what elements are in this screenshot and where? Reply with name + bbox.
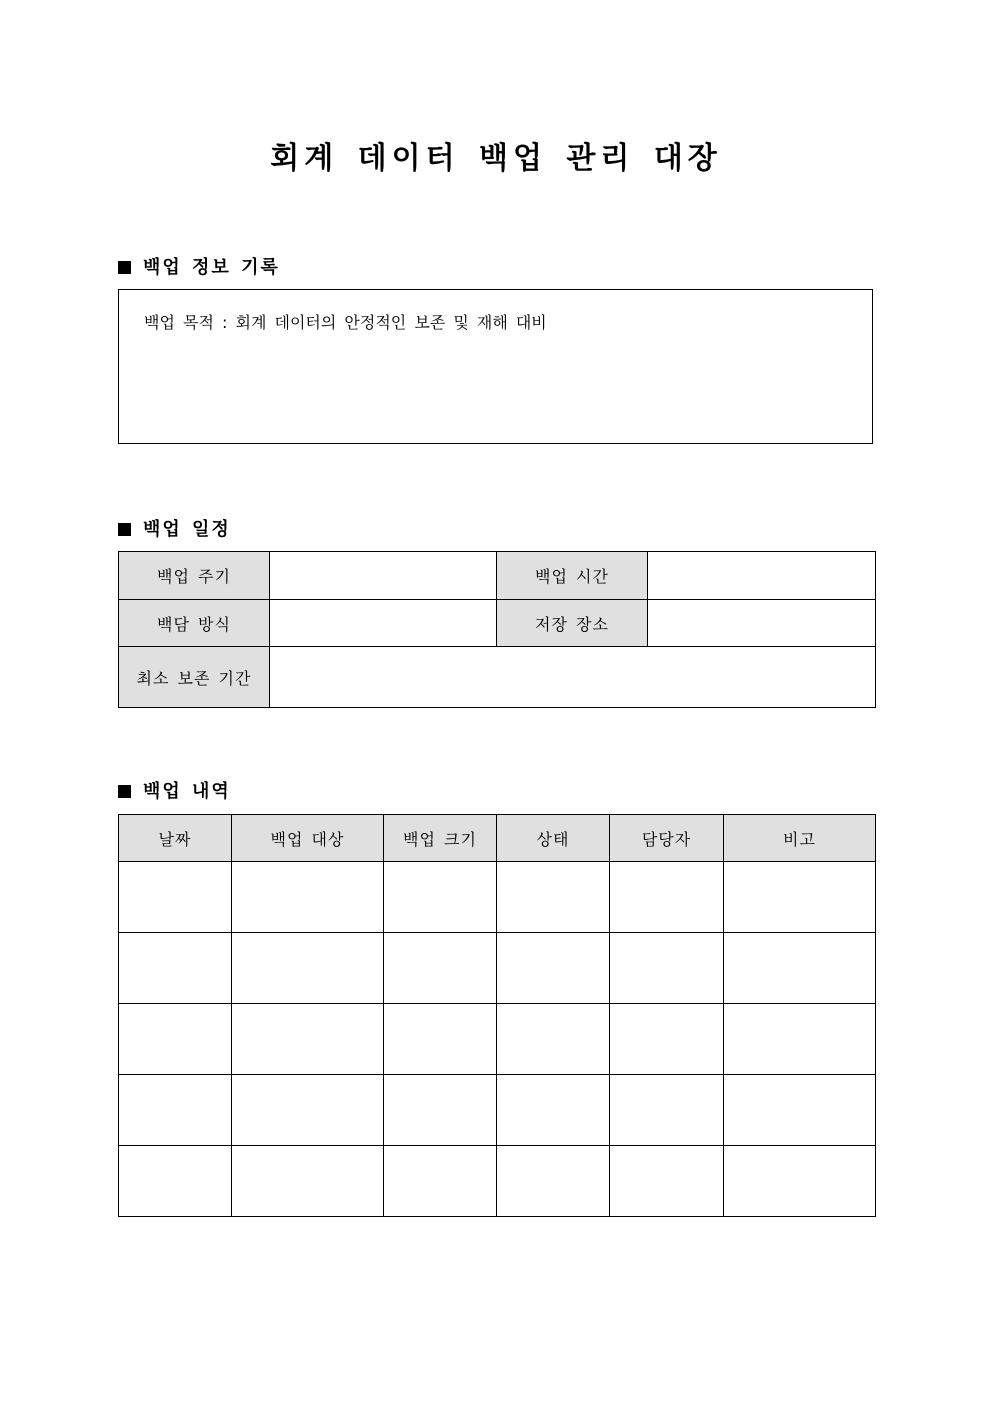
table-cell[interactable] (384, 933, 497, 1004)
table-cell[interactable] (119, 1075, 232, 1146)
table-row (119, 552, 876, 600)
table-cell[interactable] (724, 1075, 876, 1146)
table-cell[interactable] (384, 862, 497, 933)
schedule-value-cell[interactable] (270, 600, 497, 647)
table-header-row (119, 815, 876, 862)
column-header: 상태 (497, 815, 610, 862)
purpose-value: 회계 데이터의 안정적인 보존 및 재해 대비 (235, 313, 547, 332)
table-cell[interactable] (724, 933, 876, 1004)
table-cell[interactable] (232, 933, 384, 1004)
table-cell[interactable] (119, 1146, 232, 1217)
table-cell[interactable] (610, 933, 724, 1004)
section-heading-schedule (118, 515, 231, 541)
table-cell[interactable] (610, 1004, 724, 1075)
schedule-value-cell[interactable] (270, 552, 497, 600)
table-row (119, 862, 876, 933)
section-heading-label: 백업 일정 (143, 519, 231, 540)
section-heading-history (118, 777, 231, 803)
table-cell[interactable] (119, 933, 232, 1004)
schedule-value-cell[interactable] (648, 552, 876, 600)
table-cell[interactable] (497, 862, 610, 933)
table-cell[interactable] (724, 862, 876, 933)
square-bullet-icon (118, 523, 131, 536)
page-title: 회계 데이터 백업 관리 대장 (270, 141, 722, 176)
table-cell[interactable] (724, 1004, 876, 1075)
history-table (118, 814, 876, 1217)
table-cell[interactable] (232, 1075, 384, 1146)
table-cell[interactable] (384, 1146, 497, 1217)
table-row (119, 1075, 876, 1146)
schedule-value-cell[interactable] (648, 600, 876, 647)
purpose-label: 백업 목적 (144, 313, 214, 332)
table-cell[interactable] (119, 862, 232, 933)
schedule-label-cell: 백담 방식 (119, 600, 270, 647)
table-row (119, 1146, 876, 1217)
retention-value-cell[interactable] (270, 647, 876, 708)
section-heading-info (118, 253, 280, 279)
column-header: 백업 대상 (232, 815, 384, 862)
table-cell[interactable] (384, 1004, 497, 1075)
column-header: 담당자 (610, 815, 724, 862)
section-heading-label: 백업 내역 (143, 781, 231, 802)
square-bullet-icon (118, 785, 131, 798)
schedule-label-cell: 백업 시간 (497, 552, 648, 600)
table-cell[interactable] (384, 1075, 497, 1146)
square-bullet-icon (118, 261, 131, 274)
table-cell[interactable] (610, 1075, 724, 1146)
table-row (119, 1004, 876, 1075)
section-heading-label: 백업 정보 기록 (143, 257, 280, 278)
table-cell[interactable] (497, 1075, 610, 1146)
table-row (119, 647, 876, 708)
schedule-label-cell: 백업 주기 (119, 552, 270, 600)
table-cell[interactable] (232, 862, 384, 933)
table-cell[interactable] (232, 1004, 384, 1075)
column-header: 백업 크기 (384, 815, 497, 862)
table-row (119, 933, 876, 1004)
table-cell[interactable] (497, 1004, 610, 1075)
table-cell[interactable] (610, 1146, 724, 1217)
schedule-label-cell: 저장 장소 (497, 600, 648, 647)
table-cell[interactable] (724, 1146, 876, 1217)
column-header: 비고 (724, 815, 876, 862)
backup-info-box (118, 289, 873, 444)
backup-purpose-line (144, 310, 547, 333)
table-cell[interactable] (497, 1146, 610, 1217)
table-cell[interactable] (119, 1004, 232, 1075)
table-cell[interactable] (610, 862, 724, 933)
schedule-table (118, 551, 876, 708)
table-cell[interactable] (232, 1146, 384, 1217)
table-row (119, 600, 876, 647)
purpose-separator: : (222, 313, 228, 332)
column-header: 날짜 (119, 815, 232, 862)
retention-label-cell: 최소 보존 기간 (119, 647, 270, 708)
table-cell[interactable] (497, 933, 610, 1004)
